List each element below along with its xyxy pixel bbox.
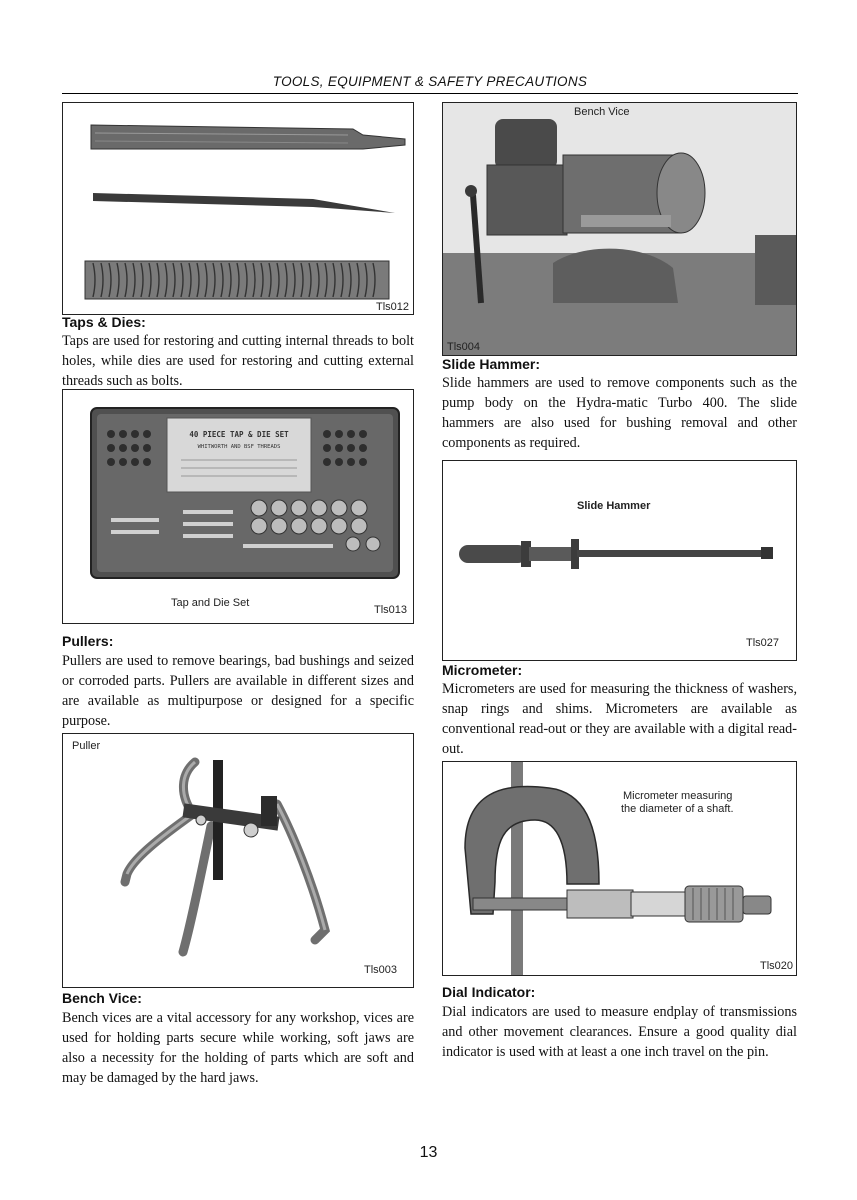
puller-figure [62, 733, 414, 988]
tap-die-figure [62, 389, 414, 624]
puller-photo [63, 734, 414, 988]
bench-vice-heading: Bench Vice: [62, 990, 142, 1006]
bench-vice-figure [442, 102, 797, 356]
dial-indicator-heading: Dial Indicator: [442, 984, 536, 1000]
figure-ref: Tls004 [447, 341, 481, 353]
figure-ref: Tls003 [363, 964, 397, 976]
micrometer-photo [443, 762, 797, 976]
figure-ref: Tls012 [375, 301, 409, 313]
micrometer-figure [442, 761, 797, 976]
files-photo [63, 103, 414, 315]
figure-caption: Slide Hammer [577, 500, 651, 512]
figure-ref: Tls013 [373, 604, 407, 616]
pullers-text: Pullers are used to remove bearings, bad bushings and seized or corroded parts. Pullers are available in different sizes and are available as multipurpose or designed for a specific purpose. [62, 653, 414, 729]
taps-heading: Taps & Dies: [62, 314, 146, 330]
figure-ref: Tls020 [759, 960, 793, 972]
dial-indicator-text: Dial indicators are used to measure endplay of transmissions and other movement clearances. Ensure a good quality dial indicator is used with at least a one inch travel on the pin. [442, 1004, 797, 1060]
slide-hammer-heading: Slide Hammer: [442, 356, 541, 372]
figure-caption: Tap and Die Set [171, 597, 250, 609]
micrometer-text: Micrometers are used for measuring the thickness of washers, snap rings and shims. Micrometers are available as conventional read-out or they are available with a digital read-out. [442, 681, 797, 757]
bench-vice-photo [443, 103, 797, 356]
bench-vice-text: Bench vices are a vital accessory for any workshop, vices are used for holding parts secure while working, soft jaws are also a necessity for the holding of parts which are soft and may be damaged by the hard jaws. [62, 1010, 414, 1086]
running-header: TOOLS, EQUIPMENT & SAFETY PRECAUTIONS [272, 74, 588, 89]
taps-text: Taps are used for restoring and cutting internal threads to bolt holes, while dies are used for restoring and cutting external threads such as bolts. [62, 333, 414, 389]
slide-hammer-photo [443, 461, 797, 661]
micrometer-heading: Micrometer: [442, 662, 523, 678]
figure-ref: Tls027 [745, 637, 779, 649]
slide-hammer-figure [442, 460, 797, 661]
page-number: 13 [419, 1144, 438, 1161]
figure-caption-line1: Micrometer measuring [623, 790, 733, 802]
figure-caption: Bench Vice [574, 106, 630, 118]
tap-die-box-line1: 40 PIECE TAP & DIE SET [189, 430, 289, 439]
tap-die-photo [63, 390, 414, 624]
tap-die-box-line2: WHITWORTH AND BSF THREADS [197, 444, 281, 450]
slide-hammer-text: Slide hammers are used to remove components such as the pump body on the Hydra-matic Turbo 400. The slide hammers are also used for bushing removal and other components as required. [442, 375, 797, 451]
files-figure [62, 102, 414, 315]
figure-caption: Puller [72, 740, 101, 752]
header-rule [62, 93, 798, 94]
pullers-heading: Pullers: [62, 633, 114, 649]
figure-caption-line2: the diameter of a shaft. [621, 803, 734, 815]
